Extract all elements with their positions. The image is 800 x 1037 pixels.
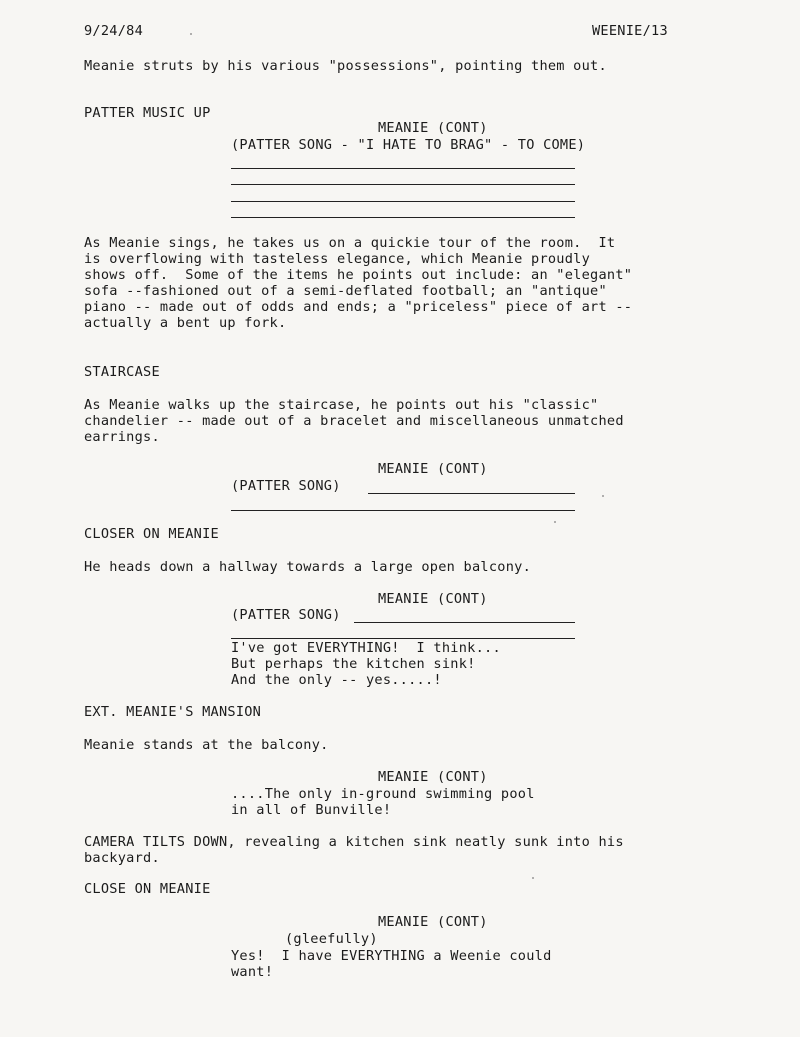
slugline: STAIRCASE: [84, 364, 160, 380]
paper-speck: [602, 495, 604, 497]
dialogue-line: Yes! I have EVERYTHING a Weenie could: [231, 948, 552, 964]
blank-lyric-line: [231, 510, 575, 511]
action-line: As Meanie walks up the staircase, he points out his "classic": [84, 397, 599, 413]
action-line: As Meanie sings, he takes us on a quickie tour of the room. It: [84, 235, 616, 251]
action-line: Meanie stands at the balcony.: [84, 737, 329, 753]
character-cue: MEANIE (CONT): [378, 591, 488, 607]
character-cue: MEANIE (CONT): [378, 769, 488, 785]
parenthetical: (gleefully): [285, 931, 378, 947]
parenthetical: (PATTER SONG): [231, 607, 341, 623]
paper-speck: [532, 877, 534, 879]
action-line: chandelier -- made out of a bracelet and miscellaneous unmatched: [84, 413, 624, 429]
action-line: is overflowing with tasteless elegance, which Meanie proudly: [84, 251, 591, 267]
dialogue-line: But perhaps the kitchen sink!: [231, 656, 476, 672]
blank-lyric-line: [231, 638, 575, 639]
slugline: EXT. MEANIE'S MANSION: [84, 704, 262, 720]
dialogue-line: I've got EVERYTHING! I think...: [231, 640, 501, 656]
dialogue-line: ....The only in-ground swimming pool: [231, 786, 535, 802]
action-line: earrings.: [84, 429, 160, 445]
blank-lyric-line: [368, 493, 575, 494]
header-page-ref: WEENIE/13: [592, 23, 668, 39]
blank-lyric-line: [231, 184, 575, 185]
parenthetical: (PATTER SONG): [231, 478, 341, 494]
action-line: CAMERA TILTS DOWN, revealing a kitchen sink neatly sunk into his: [84, 834, 624, 850]
dialogue-line: in all of Bunville!: [231, 802, 392, 818]
slugline: CLOSE ON MEANIE: [84, 881, 211, 897]
blank-lyric-line: [231, 168, 575, 169]
paper-speck: [190, 33, 192, 35]
header-date: 9/24/84: [84, 23, 144, 39]
action-line: He heads down a hallway towards a large open balcony.: [84, 559, 532, 575]
action-line: shows off. Some of the items he points out include: an "elegant": [84, 267, 633, 283]
paper-speck: [554, 521, 556, 523]
character-cue: MEANIE (CONT): [378, 914, 488, 930]
blank-lyric-line: [231, 217, 575, 218]
blank-lyric-line: [231, 201, 575, 202]
blank-lyric-line: [354, 622, 575, 623]
action-line: piano -- made out of odds and ends; a "priceless" piece of art --: [84, 299, 633, 315]
action-line: backyard.: [84, 850, 160, 866]
action-line: sofa --fashioned out of a semi-deflated football; an "antique": [84, 283, 607, 299]
action-line: Meanie struts by his various "possessions", pointing them out.: [84, 58, 607, 74]
character-cue: MEANIE (CONT): [378, 120, 488, 136]
character-cue: MEANIE (CONT): [378, 461, 488, 477]
dialogue-line: want!: [231, 964, 274, 980]
parenthetical: (PATTER SONG - "I HATE TO BRAG" - TO COME): [231, 137, 586, 153]
dialogue-line: And the only -- yes.....!: [231, 672, 442, 688]
slugline: CLOSER ON MEANIE: [84, 526, 219, 542]
slugline: PATTER MUSIC UP: [84, 105, 211, 121]
action-line: actually a bent up fork.: [84, 315, 287, 331]
